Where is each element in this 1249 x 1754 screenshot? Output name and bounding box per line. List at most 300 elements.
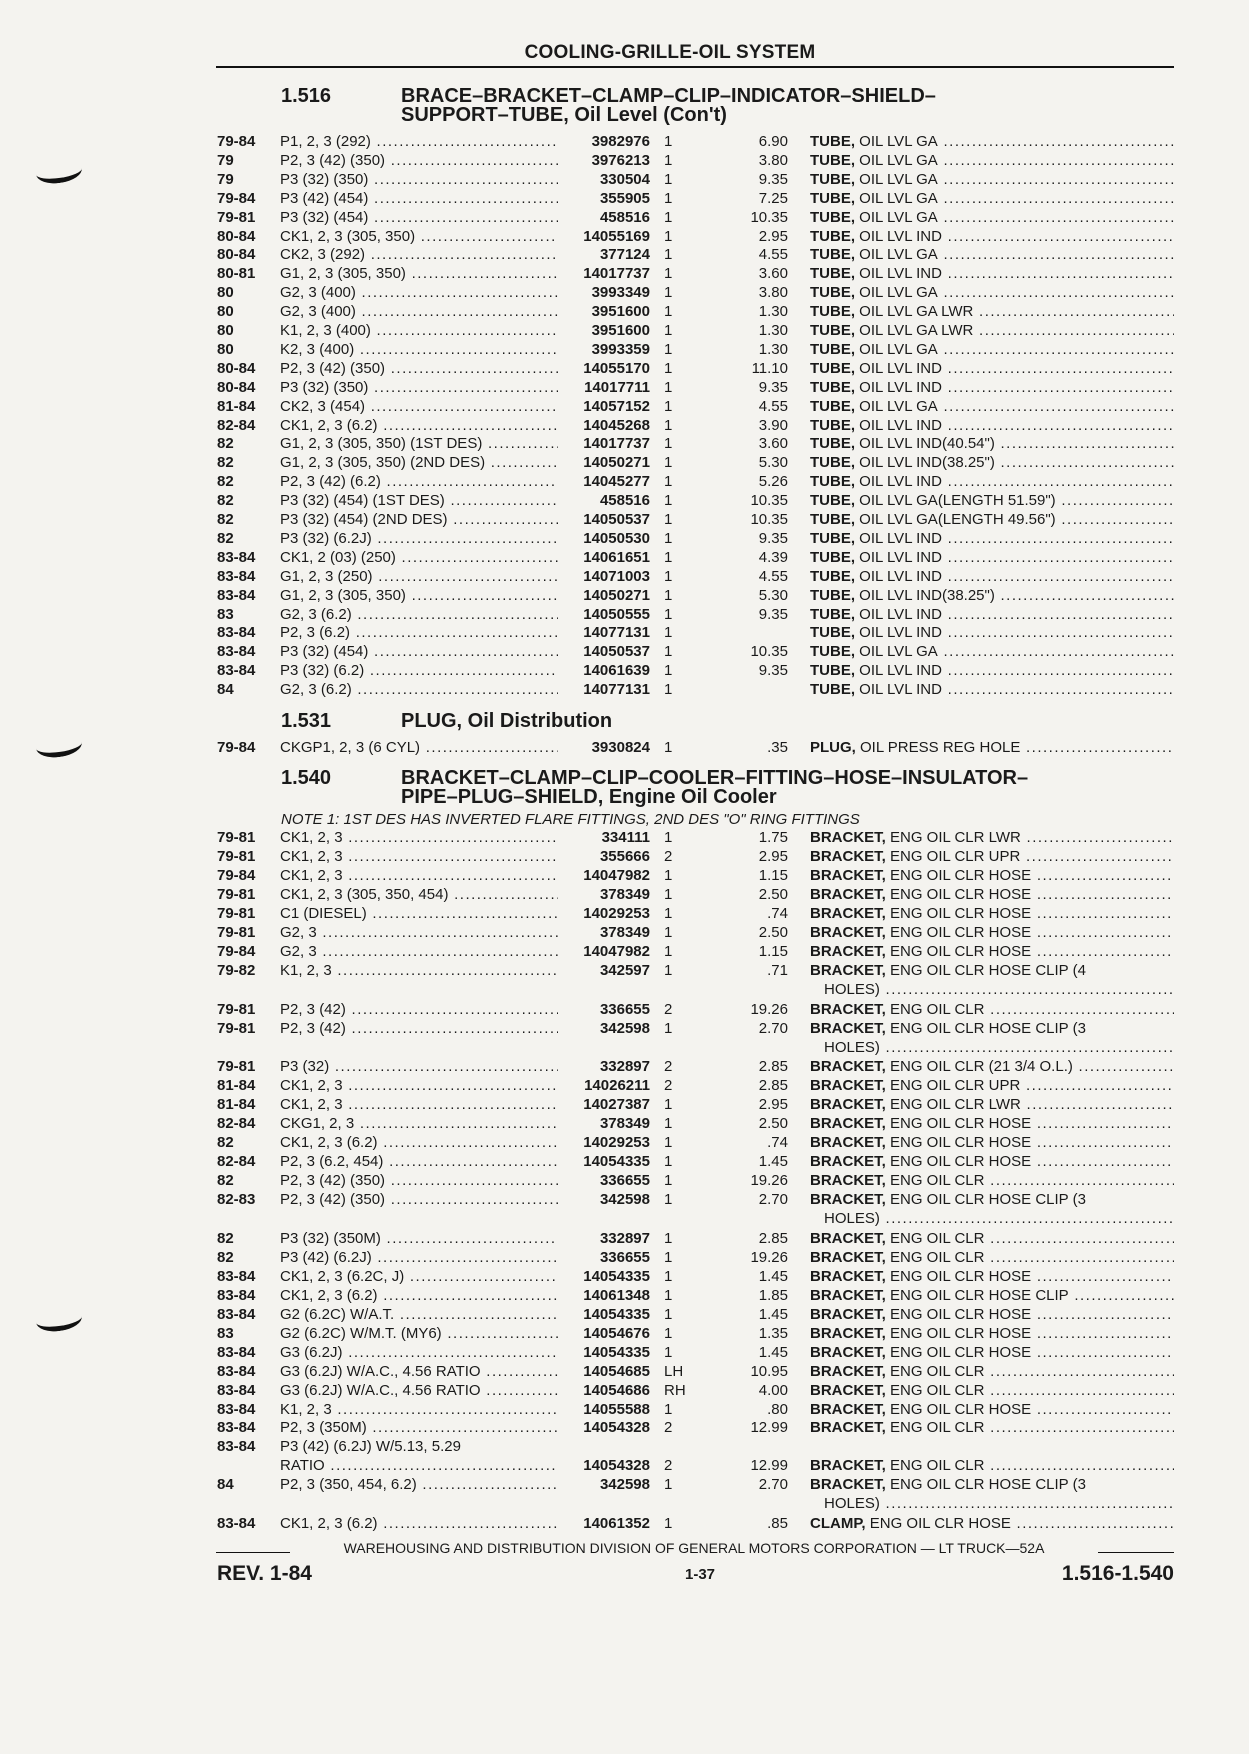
application-text: CK1, 2, 3 (6.2) .....	[280, 417, 558, 434]
quantity	[664, 190, 694, 208]
application-text: P2, 3 (42) (350) .....	[280, 1191, 558, 1208]
page-title: COOLING-GRILLE-OIL SYSTEM	[524, 42, 816, 63]
quantity-text: 1	[664, 1476, 673, 1494]
price-text: .85	[767, 1515, 788, 1533]
description	[810, 905, 1174, 924]
description-continuation-text: HOLES) .....	[824, 1039, 1174, 1056]
price-text: 10.95	[750, 1362, 788, 1380]
year-range-text: 83-84	[217, 567, 256, 585]
year-range	[217, 1287, 277, 1305]
price-text: 2.50	[758, 1115, 788, 1133]
year-range	[217, 962, 277, 980]
application	[280, 303, 558, 321]
price-text: 2.50	[758, 923, 788, 941]
description	[810, 530, 1174, 549]
price-text: 12.99	[750, 1457, 788, 1475]
description-noun: BRACKET,	[810, 1000, 886, 1018]
year-range	[217, 530, 277, 548]
quantity-text: 1	[664, 829, 673, 846]
application	[280, 265, 558, 283]
application	[280, 549, 558, 567]
quantity	[664, 435, 694, 453]
description	[810, 171, 1174, 190]
year-range	[217, 209, 277, 227]
section-range: 1.516-1.540	[1061, 1562, 1174, 1585]
year-range-text: 83-84	[217, 1438, 256, 1456]
year-range	[217, 1344, 277, 1362]
year-range-text: 79-84	[217, 866, 256, 884]
year-range-text: 79-81	[217, 829, 256, 846]
quantity	[664, 417, 694, 435]
description-text: OIL LVL IND .....	[855, 228, 1174, 245]
description	[810, 473, 1174, 492]
description	[810, 606, 1174, 625]
part-number-text: 14045277	[583, 473, 650, 491]
quantity	[664, 284, 694, 302]
price	[710, 1382, 788, 1400]
application	[280, 681, 558, 699]
quantity-text: 1	[664, 359, 673, 377]
part-number-text: 14017737	[583, 265, 650, 283]
price-text: .74	[767, 904, 788, 922]
application	[280, 886, 558, 904]
description-noun: BRACKET,	[810, 1400, 886, 1418]
description-noun: TUBE,	[810, 378, 855, 396]
quantity	[664, 829, 694, 847]
application-text: CK1, 2, 3 .....	[280, 1096, 558, 1113]
part-number	[546, 1230, 650, 1248]
quantity	[664, 1020, 694, 1038]
description-text: ENG OIL CLR HOSE CLIP (4	[885, 961, 1086, 979]
application	[280, 133, 558, 151]
quantity-text: 1	[664, 189, 673, 207]
description-noun: TUBE,	[810, 265, 855, 283]
year-range	[217, 1020, 277, 1038]
year-range-text: 82	[217, 1134, 234, 1152]
description	[810, 924, 1174, 943]
description-noun: TUBE,	[810, 454, 855, 472]
application	[280, 246, 558, 264]
description	[810, 1191, 1174, 1229]
quantity-text: 1	[664, 435, 673, 453]
description-text: OIL LVL GA .....	[855, 246, 1174, 263]
quantity	[664, 886, 694, 904]
quantity-text: 1	[664, 567, 673, 585]
year-range-text: 81-84	[217, 1096, 256, 1114]
price	[710, 246, 788, 264]
quantity-text: 1	[664, 739, 673, 756]
year-range-text: 79	[217, 151, 234, 169]
part-number-text: 3951600	[591, 322, 650, 339]
description-text: ENG OIL CLR UPR .....	[886, 848, 1174, 865]
application	[280, 417, 558, 435]
description	[810, 1153, 1174, 1172]
year-range-text: 80-84	[217, 227, 256, 245]
price-text: 1.15	[758, 866, 788, 884]
application	[280, 322, 558, 340]
section-title-line: BRACKET–CLAMP–CLIP–COOLER–FITTING–HOSE–INSULATOR–	[401, 767, 1029, 789]
application-text: G2 (6.2C) W/M.T. (MY6) .....	[280, 1325, 558, 1342]
description	[810, 1344, 1174, 1363]
section-title	[401, 711, 1161, 730]
part-number-text: 14054335	[583, 1267, 650, 1285]
description-noun: BRACKET,	[810, 1229, 886, 1247]
application	[280, 943, 558, 961]
description-noun: BRACKET,	[810, 1248, 886, 1266]
price-text: 3.80	[758, 284, 788, 302]
application	[280, 341, 558, 359]
application-text: G2, 3 (6.2) .....	[280, 606, 558, 623]
description-noun: TUBE,	[810, 246, 855, 264]
year-range-text: 83-84	[217, 662, 256, 680]
year-range	[217, 1419, 277, 1437]
part-number	[546, 341, 650, 359]
description-text: ENG OIL CLR HOSE .....	[886, 1325, 1174, 1342]
application-text: P2, 3 (6.2, 454) .....	[280, 1153, 558, 1170]
description-text: OIL LVL GA .....	[855, 190, 1174, 207]
price	[710, 962, 788, 980]
price	[710, 435, 788, 453]
part-number-text: 14045268	[583, 416, 650, 434]
quantity-text: 1	[664, 1096, 673, 1114]
application-text: P3 (42) (6.2J) .....	[280, 1249, 558, 1266]
quantity-text: 1	[664, 492, 673, 510]
description-text: OIL LVL GA .....	[855, 398, 1174, 415]
quantity-text: 1	[664, 1400, 673, 1418]
description-text: OIL LVL IND .....	[855, 473, 1174, 490]
year-range	[217, 1191, 277, 1209]
year-range	[217, 1325, 277, 1343]
year-range	[217, 360, 277, 378]
part-number-text: 3993359	[591, 340, 650, 358]
year-range-text: 82	[217, 529, 234, 547]
part-number-text: 378349	[599, 1115, 650, 1133]
description	[810, 568, 1174, 587]
part-number	[546, 549, 650, 567]
description-noun: BRACKET,	[810, 1115, 886, 1133]
year-range	[217, 171, 277, 189]
description	[810, 1001, 1174, 1020]
part-number	[546, 511, 650, 529]
application	[280, 1438, 558, 1456]
price	[710, 1344, 788, 1362]
year-range	[217, 1096, 277, 1114]
application-text: P3 (32) (6.2J) .....	[280, 530, 558, 547]
part-number-text: 342597	[599, 961, 650, 979]
application	[280, 1268, 558, 1286]
section-note: NOTE 1: 1ST DES HAS INVERTED FLARE FITTINGS, 2ND DES "O" RING FITTINGS	[281, 811, 860, 828]
part-number	[546, 435, 650, 453]
description	[810, 1476, 1174, 1514]
description-text: OIL LVL GA(LENGTH 49.56") .....	[855, 511, 1174, 528]
application-text: RATIO .....	[280, 1457, 558, 1474]
year-range-text: 80-84	[217, 378, 256, 396]
price	[710, 322, 788, 340]
description	[810, 1249, 1174, 1268]
application-text: G2 (6.2C) W/A.T. .....	[280, 1306, 558, 1323]
description-text: ENG OIL CLR HOSE .....	[886, 1153, 1174, 1170]
price	[710, 228, 788, 246]
description	[810, 1077, 1174, 1096]
section-title	[401, 86, 1161, 124]
price-text: .71	[767, 961, 788, 979]
application-text: G2, 3 (400) .....	[280, 284, 558, 301]
price-text: 6.90	[758, 133, 788, 150]
part-number	[546, 662, 650, 680]
quantity	[664, 643, 694, 661]
application-text: CK1, 2, 3 (305, 350, 454) .....	[280, 886, 558, 903]
price	[710, 587, 788, 605]
application-text: CK1, 2, 3 (305, 350) .....	[280, 228, 558, 245]
description	[810, 1172, 1174, 1191]
year-range-text: 80	[217, 322, 234, 339]
part-number-text: 342598	[599, 1019, 650, 1037]
year-range-text: 83-84	[217, 643, 256, 661]
part-number-text: 332897	[599, 1229, 650, 1247]
part-number-text: 336655	[599, 1248, 650, 1266]
price-text: 1.45	[758, 1305, 788, 1323]
price	[710, 943, 788, 961]
year-range-text: 83-84	[217, 1362, 256, 1380]
price-text: 12.99	[750, 1419, 788, 1437]
quantity-text: 1	[664, 1267, 673, 1285]
quantity	[664, 1077, 694, 1095]
application	[280, 924, 558, 942]
description-text: ENG OIL CLR HOSE .....	[886, 1268, 1174, 1285]
year-range-text: 80	[217, 340, 234, 358]
part-number	[546, 606, 650, 624]
description-noun: CLAMP,	[810, 1515, 866, 1533]
application	[280, 360, 558, 378]
quantity-text: 2	[664, 847, 673, 865]
quantity-text: RH	[664, 1381, 686, 1399]
application	[280, 511, 558, 529]
quantity	[664, 1476, 694, 1494]
quantity-text: 1	[664, 605, 673, 623]
price	[710, 886, 788, 904]
year-range-text: 83-84	[217, 586, 256, 604]
description-noun: PLUG,	[810, 739, 856, 756]
application-text: K2, 3 (400) .....	[280, 341, 558, 358]
quantity-text: 1	[664, 227, 673, 245]
part-number	[546, 1115, 650, 1133]
application	[280, 739, 558, 757]
price-text: 3.60	[758, 435, 788, 453]
year-range	[217, 379, 277, 397]
price	[710, 1191, 788, 1209]
price-text: 1.45	[758, 1267, 788, 1285]
price	[710, 924, 788, 942]
part-number-text: 332897	[599, 1058, 650, 1076]
application-text: P2, 3 (42) (350) .....	[280, 1172, 558, 1189]
application	[280, 643, 558, 661]
price-text: 2.70	[758, 1019, 788, 1037]
description	[810, 379, 1174, 398]
quantity-text: 1	[664, 1515, 673, 1533]
application-text: P2, 3 (42) (6.2) .....	[280, 473, 558, 490]
year-range	[217, 303, 277, 321]
price-text: 1.15	[758, 942, 788, 960]
description-text: OIL LVL IND(38.25") .....	[855, 454, 1174, 471]
application-text: P3 (32) (350) .....	[280, 379, 558, 396]
year-range	[217, 1115, 277, 1133]
price-text: 4.39	[758, 548, 788, 566]
price	[710, 492, 788, 510]
description-noun: TUBE,	[810, 340, 855, 358]
price-text: 19.26	[750, 1172, 788, 1190]
part-number	[546, 1096, 650, 1114]
description-noun: BRACKET,	[810, 1267, 886, 1285]
year-range	[217, 1306, 277, 1324]
quantity-text: 1	[664, 529, 673, 547]
description-noun: BRACKET,	[810, 1343, 886, 1361]
quantity-text: 1	[664, 624, 673, 642]
year-range	[217, 322, 277, 340]
description	[810, 1020, 1174, 1058]
price	[710, 829, 788, 847]
part-number	[546, 284, 650, 302]
description-continuation	[810, 981, 1174, 1000]
part-number-text: 458516	[599, 492, 650, 510]
part-number	[546, 1001, 650, 1019]
application-text: P2, 3 (42) .....	[280, 1020, 558, 1037]
year-range	[217, 246, 277, 264]
quantity	[664, 1457, 694, 1475]
part-number	[546, 209, 650, 227]
description-noun: TUBE,	[810, 303, 855, 321]
part-number	[546, 1153, 650, 1171]
part-number-text: 377124	[599, 246, 650, 264]
description	[810, 417, 1174, 436]
price	[710, 417, 788, 435]
description-text: OIL LVL GA .....	[855, 284, 1174, 301]
description-noun: TUBE,	[810, 492, 855, 510]
part-number	[546, 739, 650, 757]
application-text: CKGP1, 2, 3 (6 CYL) .....	[280, 739, 558, 756]
part-number	[546, 473, 650, 491]
quantity	[664, 1515, 694, 1533]
quantity	[664, 1382, 694, 1400]
description	[810, 454, 1174, 473]
price	[710, 1476, 788, 1494]
application-text: CK1, 2, 3 (6.2C, J) .....	[280, 1268, 558, 1285]
price	[710, 643, 788, 661]
description	[810, 962, 1174, 1000]
quantity	[664, 1344, 694, 1362]
quantity-text: 1	[664, 681, 673, 699]
year-range	[217, 643, 277, 661]
application	[280, 1306, 558, 1324]
price	[710, 1287, 788, 1305]
description	[810, 228, 1174, 247]
price-text: 9.35	[758, 662, 788, 680]
quantity	[664, 1191, 694, 1209]
part-number-text: 14029253	[583, 1134, 650, 1152]
year-range	[217, 492, 277, 510]
application-text: CK1, 2, 3 .....	[280, 848, 558, 865]
price-text: 2.50	[758, 885, 788, 903]
description-noun: TUBE,	[810, 208, 855, 226]
quantity-text: 1	[664, 322, 673, 339]
description-text: OIL LVL IND(38.25") .....	[855, 587, 1174, 604]
quantity	[664, 1249, 694, 1267]
application-text: G1, 2, 3 (250) .....	[280, 568, 558, 585]
application-text: P2, 3 (42) .....	[280, 1001, 558, 1018]
application-text: P3 (42) (6.2J) W/5.13, 5.29	[280, 1438, 461, 1456]
description	[810, 1363, 1174, 1382]
part-number-text: 378349	[599, 923, 650, 941]
quantity	[664, 265, 694, 283]
price	[710, 1515, 788, 1533]
quantity	[664, 133, 694, 151]
price	[710, 209, 788, 227]
quantity	[664, 303, 694, 321]
description	[810, 265, 1174, 284]
description	[810, 829, 1174, 848]
footer-rule	[1098, 1552, 1174, 1553]
quantity	[664, 360, 694, 378]
quantity	[664, 549, 694, 567]
part-number-text: 14054686	[583, 1381, 650, 1399]
application	[280, 379, 558, 397]
price-text: 10.35	[750, 643, 788, 661]
application-text: G3 (6.2J) W/A.C., 4.56 RATIO .....	[280, 1382, 558, 1399]
application-text: G1, 2, 3 (305, 350) .....	[280, 587, 558, 604]
part-number-text: 355905	[599, 189, 650, 207]
application-text: G2, 3 .....	[280, 943, 558, 960]
part-number	[546, 190, 650, 208]
application	[280, 606, 558, 624]
year-range-text: 80-84	[217, 246, 256, 264]
application	[280, 171, 558, 189]
year-range	[217, 624, 277, 642]
part-number	[546, 1401, 650, 1419]
description-text: ENG OIL CLR .....	[886, 1382, 1174, 1399]
quantity-text: 2	[664, 1000, 673, 1018]
description	[810, 681, 1174, 700]
price-text: .80	[767, 1400, 788, 1418]
year-range-text: 83-84	[217, 1286, 256, 1304]
description-text: ENG OIL CLR HOSE CLIP (3	[885, 1476, 1086, 1494]
description-text: OIL LVL IND .....	[855, 549, 1174, 566]
quantity-text: 1	[664, 662, 673, 680]
description	[810, 643, 1174, 662]
price	[710, 1077, 788, 1095]
year-range-text: 79-84	[217, 189, 256, 207]
description-noun: TUBE,	[810, 548, 855, 566]
description-text: ENG OIL CLR HOSE .....	[886, 886, 1174, 903]
description	[810, 341, 1174, 360]
price-text: 10.35	[750, 492, 788, 510]
application	[280, 662, 558, 680]
quantity-text: 1	[664, 1115, 673, 1133]
year-range-text: 80	[217, 284, 234, 302]
description-text: OIL LVL GA .....	[855, 341, 1174, 358]
description-text: ENG OIL CLR (21 3/4 O.L.) .....	[886, 1058, 1174, 1075]
description	[810, 549, 1174, 568]
description-text: ENG OIL CLR HOSE CLIP (3	[885, 1191, 1086, 1209]
quantity	[664, 587, 694, 605]
price	[710, 1134, 788, 1152]
price-text: 2.70	[758, 1476, 788, 1494]
year-range	[217, 829, 277, 847]
year-range	[217, 1172, 277, 1190]
section-title-line: SUPPORT–TUBE, Oil Level (Con't)	[401, 104, 727, 126]
part-number	[546, 962, 650, 980]
part-number-text: 3951600	[591, 303, 650, 321]
quantity-text: 1	[664, 1019, 673, 1037]
application-text: G2, 3 (6.2) .....	[280, 681, 558, 698]
